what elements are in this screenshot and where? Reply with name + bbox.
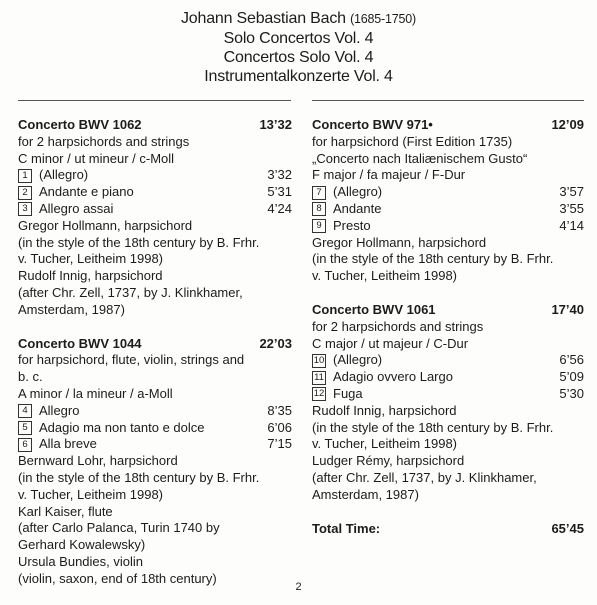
total-time-label: Total Time: bbox=[312, 520, 381, 536]
concerto-subtitle: F major / fa majeur / F-Dur bbox=[312, 167, 466, 183]
concerto-block bbox=[18, 336, 292, 588]
track-title: Alla breve bbox=[39, 436, 97, 452]
performer-credit: v. Tucher, Leitheim 1998) bbox=[18, 251, 164, 267]
performer-credit: v. Tucher, Leitheim 1998) bbox=[312, 436, 458, 452]
concerto-title: Concerto BWV 1062 bbox=[18, 117, 142, 132]
track-time: 4’24 bbox=[267, 200, 292, 216]
track-row bbox=[312, 218, 584, 235]
concerto-duration: 12’09 bbox=[551, 117, 584, 132]
track-number: 6 bbox=[18, 438, 32, 452]
track-number: 7 bbox=[312, 186, 326, 200]
concerto-subtitle: for harpsichord, flute, violin, strings and bbox=[18, 352, 245, 368]
track-number: 3 bbox=[18, 202, 32, 216]
track-title: (Allegro) bbox=[39, 167, 89, 183]
track-title: Presto bbox=[333, 217, 371, 233]
concerto-heading bbox=[18, 117, 292, 134]
concerto-title: Concerto BWV 971• bbox=[312, 117, 433, 132]
header bbox=[0, 9, 597, 86]
track-number: 9 bbox=[312, 219, 326, 233]
performer-credit: Amsterdam, 1987) bbox=[18, 301, 125, 317]
track-time: 5’09 bbox=[559, 369, 584, 385]
title-de: Instrumentalkonzerte Vol. 4 bbox=[204, 68, 393, 85]
track-title: Fuga bbox=[333, 385, 363, 401]
track-title: Allegro assai bbox=[39, 200, 114, 216]
track-row bbox=[18, 184, 292, 201]
total-time-value: 65’45 bbox=[551, 520, 584, 536]
concerto-subtitle: A minor / la mineur / a-Moll bbox=[18, 385, 173, 401]
track-number: 2 bbox=[18, 186, 32, 200]
track-row bbox=[312, 201, 584, 218]
concerto-block bbox=[312, 302, 584, 504]
total-time bbox=[312, 521, 584, 538]
concerto-block bbox=[312, 117, 584, 285]
track-row bbox=[312, 369, 584, 386]
performer-credit: (in the style of the 18th century by B. Frhr. bbox=[18, 234, 260, 250]
divider-right bbox=[312, 100, 584, 101]
performer-credit: Amsterdam, 1987) bbox=[312, 486, 419, 502]
title-fr: Concertos Solo Vol. 4 bbox=[223, 49, 374, 66]
performer-credit: Bernward Lohr, harpsichord bbox=[18, 453, 178, 469]
track-row bbox=[18, 436, 292, 453]
performer-credit: (after Chr. Zell, 1737, by J. Klinkhamer, bbox=[18, 284, 243, 300]
track-title: Andante e piano bbox=[39, 184, 134, 200]
track-number: 1 bbox=[18, 169, 32, 183]
track-number: 5 bbox=[18, 421, 32, 435]
performer-credit: Ursula Bundies, violin bbox=[18, 553, 144, 569]
track-title: (Allegro) bbox=[333, 184, 383, 200]
performer-credit: v. Tucher, Leitheim 1998) bbox=[312, 268, 458, 284]
concerto-subtitle: b. c. bbox=[18, 369, 43, 385]
composer-dates: (1685-1750) bbox=[350, 12, 416, 26]
track-title: Andante bbox=[333, 200, 382, 216]
page-number: 2 bbox=[295, 581, 302, 593]
performer-credit: (after Carlo Palanca, Turin 1740 by bbox=[18, 520, 220, 536]
performer-credit: Gerhard Kowalewsky) bbox=[18, 537, 146, 553]
concerto-duration: 13’32 bbox=[259, 117, 292, 132]
track-title: Allegro bbox=[39, 402, 80, 418]
performer-credit: Gregor Hollmann, harpsichord bbox=[312, 234, 487, 250]
track-time: 7’15 bbox=[267, 436, 292, 452]
track-time: 6’06 bbox=[267, 419, 292, 435]
track-row bbox=[312, 184, 584, 201]
performer-credit: (in the style of the 18th century by B. Frhr. bbox=[18, 469, 260, 485]
performer-credit: (after Chr. Zell, 1737, by J. Klinkhamer, bbox=[312, 469, 537, 485]
concerto-subtitle: C major / ut majeur / C-Dur bbox=[312, 335, 469, 351]
performer-credit: (in the style of the 18th century by B. Frhr. bbox=[312, 419, 554, 435]
performer-credit: v. Tucher, Leitheim 1998) bbox=[18, 486, 164, 502]
track-time: 5’31 bbox=[267, 184, 292, 200]
concerto-heading bbox=[18, 336, 292, 353]
track-number: 12 bbox=[313, 388, 325, 400]
composer-name: Johann Sebastian Bach bbox=[181, 10, 346, 27]
track-time: 5’30 bbox=[559, 385, 584, 401]
performer-credit: (in the style of the 18th century by B. Frhr. bbox=[312, 251, 554, 267]
performer-credit: Rudolf Innig, harpsichord bbox=[18, 268, 163, 284]
track-title: Adagio ma non tanto e dolce bbox=[39, 419, 205, 435]
track-row bbox=[312, 386, 584, 403]
track-title: Adagio ovvero Largo bbox=[333, 369, 453, 385]
track-time: 8’35 bbox=[267, 402, 292, 418]
performer-credit: (violin, saxon, end of 18th century) bbox=[18, 570, 217, 586]
right-column bbox=[312, 117, 584, 537]
track-time: 3’32 bbox=[267, 167, 292, 183]
performer-credit: Rudolf Innig, harpsichord bbox=[312, 402, 457, 418]
concerto-heading bbox=[312, 117, 584, 134]
divider-left bbox=[18, 100, 291, 101]
track-time: 3’55 bbox=[559, 200, 584, 216]
concerto-block bbox=[18, 117, 292, 319]
track-row bbox=[312, 352, 584, 369]
track-number: 10 bbox=[313, 354, 325, 366]
track-number: 4 bbox=[18, 404, 32, 418]
concerto-duration: 17’40 bbox=[551, 301, 584, 317]
track-time: 3’57 bbox=[559, 184, 584, 200]
track-title: (Allegro) bbox=[333, 352, 383, 368]
concerto-subtitle: for harpsichord (First Edition 1735) bbox=[312, 133, 513, 149]
track-time: 4’14 bbox=[559, 217, 584, 233]
track-time: 6’56 bbox=[559, 352, 584, 368]
track-row bbox=[18, 403, 292, 420]
concerto-duration: 22’03 bbox=[259, 335, 292, 351]
track-row bbox=[18, 420, 292, 437]
track-number: 8 bbox=[312, 202, 326, 216]
composer-line bbox=[0, 9, 597, 29]
performer-credit: Ludger Rémy, harpsichord bbox=[312, 453, 465, 469]
concerto-title: Concerto BWV 1061 bbox=[312, 301, 436, 317]
performer-credit: Gregor Hollmann, harpsichord bbox=[18, 217, 193, 233]
concerto-subtitle: C minor / ut mineur / c-Moll bbox=[18, 150, 175, 166]
left-column bbox=[18, 117, 292, 605]
track-number: 11 bbox=[312, 371, 326, 385]
concerto-subtitle: „Concerto nach Italiænischem Gusto“ bbox=[312, 150, 528, 166]
title-en: Solo Concertos Vol. 4 bbox=[223, 30, 374, 47]
performer-credit: Karl Kaiser, flute bbox=[18, 503, 113, 519]
concerto-title: Concerto BWV 1044 bbox=[18, 335, 142, 351]
concerto-subtitle: for 2 harpsichords and strings bbox=[312, 318, 484, 334]
concerto-heading bbox=[312, 302, 584, 319]
concerto-subtitle: for 2 harpsichords and strings bbox=[18, 133, 190, 149]
track-row bbox=[18, 167, 292, 184]
track-row bbox=[18, 201, 292, 218]
